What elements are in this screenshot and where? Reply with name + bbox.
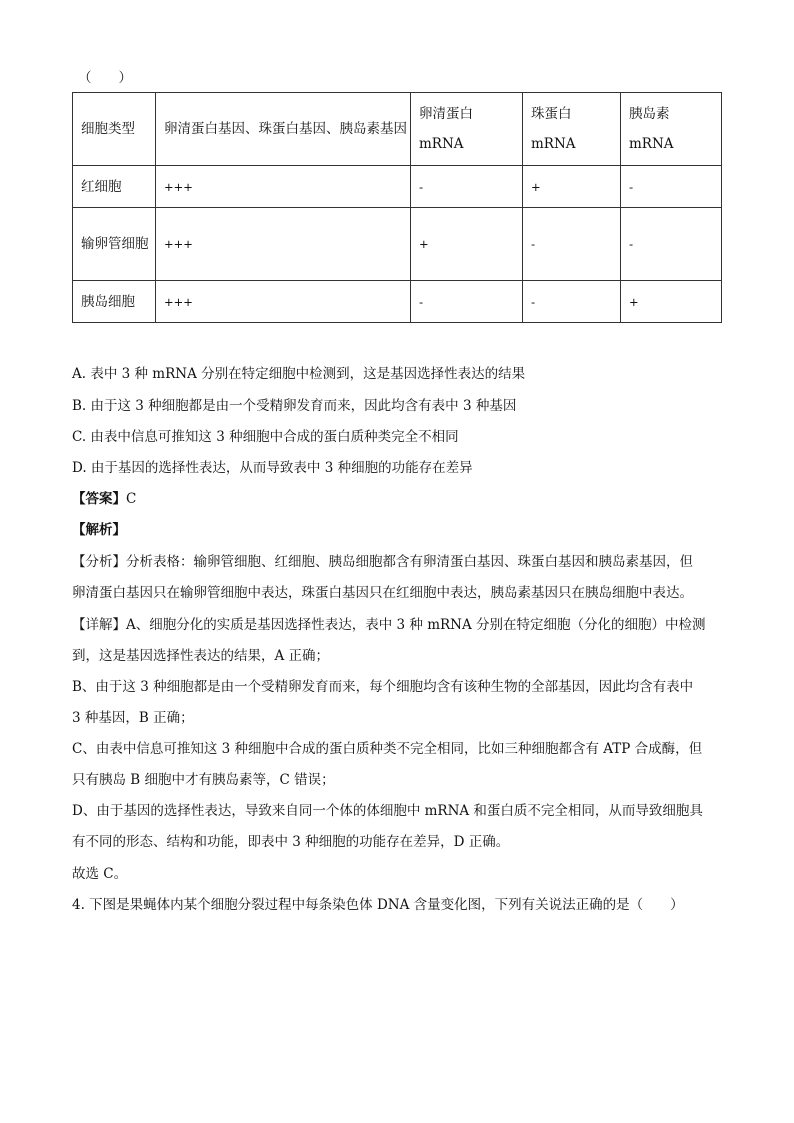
analysis-heading [72,518,126,538]
table-cell: - [411,166,523,208]
explanation-line: 到，这是基因选择性表达的结果，A 正确； [72,648,330,664]
cell-type: 输卵管细胞 [73,208,156,281]
explanation-line: 只有胰岛 B 细胞中才有胰岛素等，C 错误； [72,772,335,788]
table-cell: - [523,281,621,323]
header-cell: 胰岛素 mRNA [621,93,722,166]
question-prefix: （ ） [78,70,132,86]
table-row [73,166,722,208]
next-question: 4. 下图是果蝇体内某个细胞分裂过程中每条染色体 DNA 含量变化图，下列有关说法正确的是（ ） [72,897,684,913]
explanation-line: 卵清蛋白基因只在输卵管细胞中表达，珠蛋白基因只在红细胞中表达，胰岛素基因只在胰岛细胞中表达。 [72,585,693,601]
cell-type: 胰岛细胞 [73,281,156,323]
explanation-line: 3 种基因，B 正确； [72,710,194,726]
explanation-line: C、由表中信息可推知这 3 种细胞中合成的蛋白质种类不完全相同，比如三种细胞都含有 ATP 合成酶，但 [72,741,703,757]
analysis-tag: 【解析】 [72,522,126,538]
explanation-line: 【分析】分析表格：输卵管细胞、红细胞、胰岛细胞都含有卵清蛋白基因、珠蛋白基因和胰岛素基因，但 [72,554,693,570]
explanation-line: 有不同的形态、结构和功能，即表中 3 种细胞的功能存在差异，D 正确。 [72,834,510,850]
header-cell: 珠蛋白 mRNA [523,93,621,166]
option-a: A. 表中 3 种 mRNA 分别在特定细胞中检测到，这是基因选择性表达的结果 [72,366,526,382]
header-cell: 卵清蛋白 mRNA [411,93,523,166]
explanation-line: 【详解】A、细胞分化的实质是基因选择性表达，表中 3 种 mRNA 分别在特定细胞（分化的细胞）中检测 [72,617,706,633]
header-cell: 卵清蛋白基因、珠蛋白基因、胰岛素基因 [156,93,411,166]
table-cell: +++ [156,166,411,208]
table-cell: + [621,281,722,323]
gene-expression-table [72,92,722,323]
answer-tag: 【答案】 [72,491,126,507]
explanation-line: 故选 C。 [72,866,128,882]
table-cell: - [411,281,523,323]
answer-line [72,487,136,507]
table-cell: +++ [156,281,411,323]
table-cell: +++ [156,208,411,281]
table-cell: - [621,166,722,208]
table-cell: - [523,208,621,281]
option-c: C. 由表中信息可推知这 3 种细胞中合成的蛋白质种类完全不相同 [72,429,459,445]
explanation-line: D、由于基因的选择性表达，导致来自同一个体的体细胞中 mRNA 和蛋白质不完全相同，从而导致细胞具 [72,803,703,819]
explanation-line: B、由于这 3 种细胞都是由一个受精卵发育而来，每个细胞均含有该种生物的全部基因，因此均含有表中 [72,679,694,695]
table-header-row [73,93,722,166]
option-d: D. 由于基因的选择性表达，从而导致表中 3 种细胞的功能存在差异 [72,460,473,476]
option-b: B. 由于这 3 种细胞都是由一个受精卵发育而来，因此均含有表中 3 种基因 [72,398,517,414]
header-cell: 细胞类型 [73,93,156,166]
table-cell: + [411,208,523,281]
answer-value: C [126,491,137,507]
table-cell: - [621,208,722,281]
table-row [73,281,722,323]
table-cell: + [523,166,621,208]
cell-type: 红细胞 [73,166,156,208]
table-row [73,208,722,281]
